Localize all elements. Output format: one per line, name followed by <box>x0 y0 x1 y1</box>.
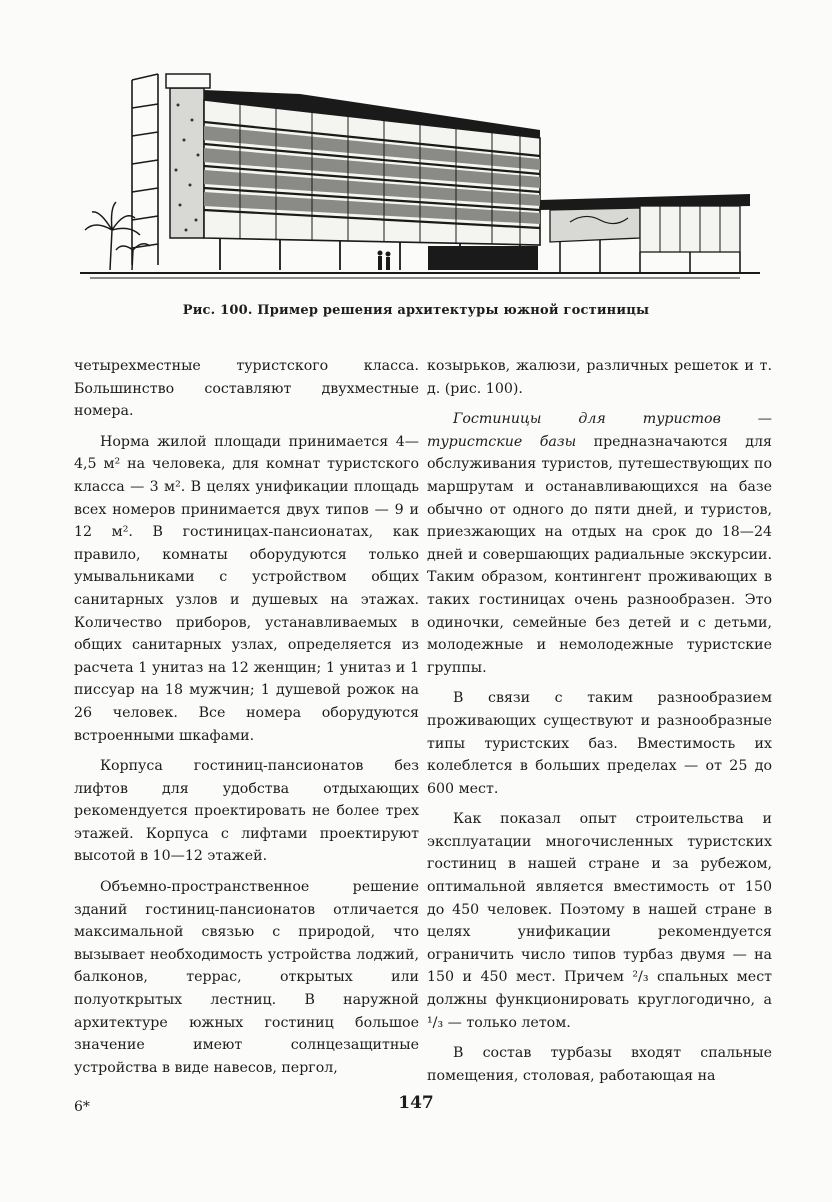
paragraph: Как показал опыт строительства и эксплуатации многочисленных туристских гостиниц в нашей стране и за рубежом, оптимальной является вместимость от 150 до 450 человек. Поэтому в нашей стране в целях унификации рекомендуется ограничить число типов турбаз двумя — на 150 и 450 мест. Причем ²/₃ спальных мест должны функционировать круглогодично, а ¹/₃ — только летом. <box>427 811 772 1031</box>
left-column <box>74 355 419 1079</box>
page-number: 147 <box>398 1093 434 1113</box>
italic-term: Гостиницы для туристов — туристские базы <box>427 411 772 450</box>
paragraph: Норма жилой площади принимается 4—4,5 м² на человека, для комнат туристского класса — 3 м². В целях унификации площадь всех номеров принимается двух типов — 9 и 12 м². В гостиницах-пансионатах, как правило, комнаты оборудуются только умывальниками с устройством общих санитарных узлов и душевых на этажах. Количество приборов, устанавливаемых в общих санитарных узлах, определяется из расчета 1 унитаз на 12 женщин; 1 унитаз и 1 писсуар на 18 мужчин; 1 душевой рожок на 26 человек. Все номера оборудуются встроенными шкафами. <box>74 433 419 744</box>
paragraph: Объемно-пространственное решение зданий гостиниц-пансионатов отличается максимальной связью с природой, что вызывает необходимость устройства лоджий, балконов, террас, открытых или полуоткрытых лестниц. В наружной архитектуре южных гостиниц большое значение имеют солнцезащитные устройства в виде навесов, пергол, <box>74 879 419 1076</box>
figure-caption: Рис. 100. Пример решения архитектуры южной гостиницы <box>182 303 650 318</box>
paragraph: В состав турбазы входят спальные помещения, столовая, работающая на <box>427 1045 772 1084</box>
paragraph <box>427 408 772 679</box>
paragraph-text: предназначаются для обслуживания туристов, путешествующих по маршрутам и останавливающихся на базе обычно от одного до пяти дней, и туристов, приезжающих на отдых на срок до 18—24 дней и совершающих радиальные экскурсии. Таким образом, контингент проживающих в таких гостиницах очень разнообразен. Это одиночки, семейные без детей и с детьми, молодежные и немолодежные туристские группы. <box>427 433 772 676</box>
paragraph: В связи с таким разнообразием проживающих существуют и разнообразные типы туристских баз. Вместимость их колеблется в больших пределах — от 25 до 600 мест. <box>427 690 772 797</box>
paragraph: четырехместные туристского класса. Большинство составляют двухместные номера. <box>74 358 419 420</box>
hotel-illustration <box>80 60 760 285</box>
paragraph: Корпуса гостиниц-пансионатов без лифтов для удобства отдыхающих рекомендуется проектировать не более трех этажей. Корпуса с лифтами проектируют высотой в 10—12 этажей. <box>74 758 419 865</box>
right-column <box>427 355 772 1087</box>
paragraph: козырьков, жалюзи, различных решеток и т. д. (рис. 100). <box>427 358 772 397</box>
signature-mark: 6* <box>74 1099 90 1115</box>
